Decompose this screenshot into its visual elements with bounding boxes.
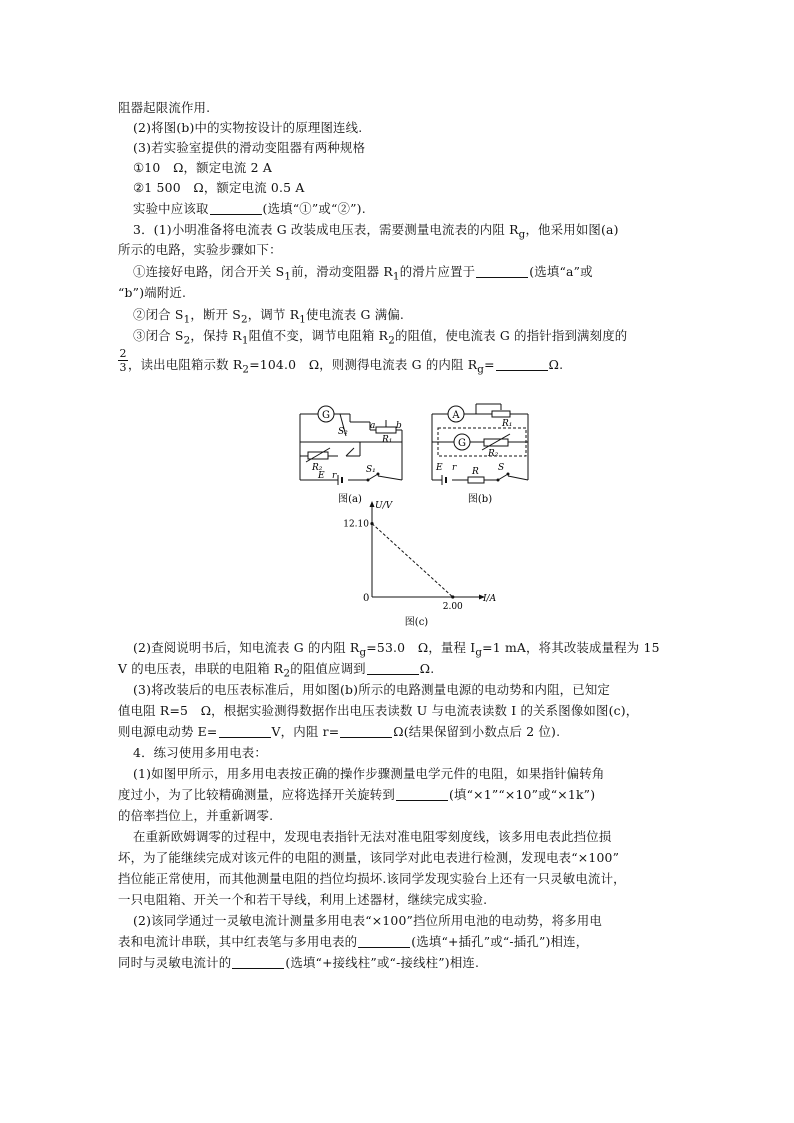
text-line: (2)查阅说明书后，知电流表 G 的内阻 $R_g=53.0$ Ω，量程 $I_g=1$ mA，将其改装成量程为 15 <box>133 640 660 659</box>
label: b <box>396 421 402 431</box>
text-line: 所示的电路，实验步骤如下： <box>118 242 282 257</box>
text-line: ②1 500 Ω，额定电流 0.5 A <box>133 180 305 195</box>
text-line: (2)将图(b)中的实物按设计的原理图连线. <box>133 120 363 135</box>
text-line: 度过小，为了比较精确测量，应将选择开关旋转到 (填“×1”“×10”或“×1k”) <box>118 787 596 802</box>
x-axis-label: I/A <box>483 594 497 604</box>
text-line: 表和电流计串联，其中红表笔与多用电表的 (选填“+插孔”或“-插孔”)相连， <box>118 934 589 949</box>
label: G <box>322 410 330 421</box>
label: R <box>472 467 479 477</box>
text-line: ②闭合 $S_1$，断开 $S_2$，调节 $R_1$使电流表 G 满偏. <box>133 307 405 326</box>
label: r <box>452 463 457 473</box>
text-line: (3)若实验室提供的滑动变阻器有两种规格 <box>133 140 366 155</box>
text-line: ①连接好电路，闭合开关 $S_1$前，滑动变阻器 $R_1$的滑片应置于 (选填“a”或 <box>133 264 593 283</box>
answer-blank[interactable] <box>219 725 271 738</box>
text-line: ，读出电阻箱示数 $R_2=104.0$ Ω，则测得电流表 G 的内阻 $R_g= \Omega$. <box>128 357 564 376</box>
text-line: 同时与灵敏电流计的 (选填“+接线柱”或“-接线柱”)相连. <box>118 955 480 970</box>
data-point <box>370 522 373 525</box>
y-tick-label: 12.10 <box>343 519 369 530</box>
label: R₂ <box>312 463 323 473</box>
text-line: 3．(1)小明准备将电流表 G 改装成电压表，需要测量电流表的内阻 $R_g$，他采用如图(a) <box>133 222 619 241</box>
label: R₂ <box>488 449 499 459</box>
x-tick-label: 2.00 <box>442 602 463 612</box>
answer-blank[interactable] <box>210 202 262 215</box>
text-line: 在重新欧姆调零的过程中，发现电表指针无法对准电阻零刻度线，该多用电表此挡位损 <box>133 829 612 844</box>
figure-caption: 图(a) <box>338 494 362 505</box>
origin-label: 0 <box>363 593 370 604</box>
label: A <box>452 410 460 421</box>
text-line: V 的电压表，串联的电阻箱 $R_2$的阻值应调到 Ω. <box>118 661 435 680</box>
label: S <box>498 463 505 473</box>
chart-caption: 图(c) <box>404 617 429 628</box>
label: S₁ <box>366 465 376 475</box>
text-line: 阻器起限流作用. <box>118 100 211 115</box>
text-line: 实验中应该取 (选填“①”或“②”). <box>133 201 366 216</box>
answer-blank[interactable] <box>496 358 548 371</box>
text-line: 挡位能正常使用，而其他测量电阻的挡位均损坏.该同学发现实验台上还有一只灵敏电流计， <box>118 871 626 886</box>
text-line: 的倍率挡位上，并重新调零. <box>118 808 274 823</box>
label: E <box>436 463 443 473</box>
circuit-figure-a <box>290 400 410 510</box>
label: R₁ <box>382 435 393 445</box>
y-axis-label: U/V <box>375 501 393 511</box>
label: R₁ <box>502 419 513 429</box>
figure-caption: 图(b) <box>467 494 493 505</box>
answer-blank[interactable] <box>340 725 392 738</box>
text-line: 4．练习使用多用电表： <box>133 745 267 760</box>
data-point <box>451 595 454 598</box>
text-line: (3)将改装后的电压表标准后，用如图(b)所示的电路测量电源的电动势和内阻，已知定 <box>133 682 611 697</box>
resistor-icon <box>468 477 484 483</box>
text-line: “b”)端附近. <box>118 285 187 300</box>
answer-blank[interactable] <box>232 956 284 969</box>
text-line: (1)如图甲所示，用多用电表按正确的操作步骤测量电学元件的电阻，如果指针偏转角 <box>133 766 605 781</box>
chart-marks <box>343 520 463 628</box>
series-line <box>372 524 453 597</box>
chart-axes <box>363 501 497 604</box>
text-line: ③闭合 $S_2$，保持 $R_1$阻值不变，调节电阻箱 $R_2$的阻值，使电流表 G 的指针指到满刻度的 <box>133 328 628 347</box>
circuit-figure-b <box>426 400 536 510</box>
text-line: 坏，为了能继续完成对该元件的电阻的测量，该同学对此电表进行检测，发现电表“×100” <box>118 850 620 865</box>
answer-blank[interactable] <box>358 935 410 948</box>
slide-rheostat-icon <box>376 427 396 433</box>
text-line: (2)该同学通过一灵敏电流计测量多用电表“×100”挡位所用电池的电动势，将多用电 <box>133 913 602 928</box>
text-line: 值电阻 R=5 Ω，根据实验测得数据作出电压表读数 U 与电流表读数 I 的关系图像如图(c)， <box>118 703 639 718</box>
u-i-chart <box>330 501 497 630</box>
answer-blank[interactable] <box>476 265 528 278</box>
label: E <box>318 471 325 481</box>
fraction: 2 3 <box>119 347 127 374</box>
rheostat-icon <box>492 411 510 417</box>
label: S₂ <box>338 427 348 437</box>
text-line: 则电源电动势 E= V，内阻 r= Ω(结果保留到小数点后 2 位). <box>118 724 561 739</box>
answer-blank[interactable] <box>396 788 448 801</box>
text-line: ①10 Ω，额定电流 2 A <box>133 160 272 175</box>
label: r <box>332 471 337 481</box>
text-line: 一只电阻箱、开关一个和若干导线，利用上述器材，继续完成实验. <box>118 892 488 907</box>
label: G <box>458 438 466 449</box>
label: a <box>370 421 376 431</box>
answer-blank[interactable] <box>367 662 419 675</box>
